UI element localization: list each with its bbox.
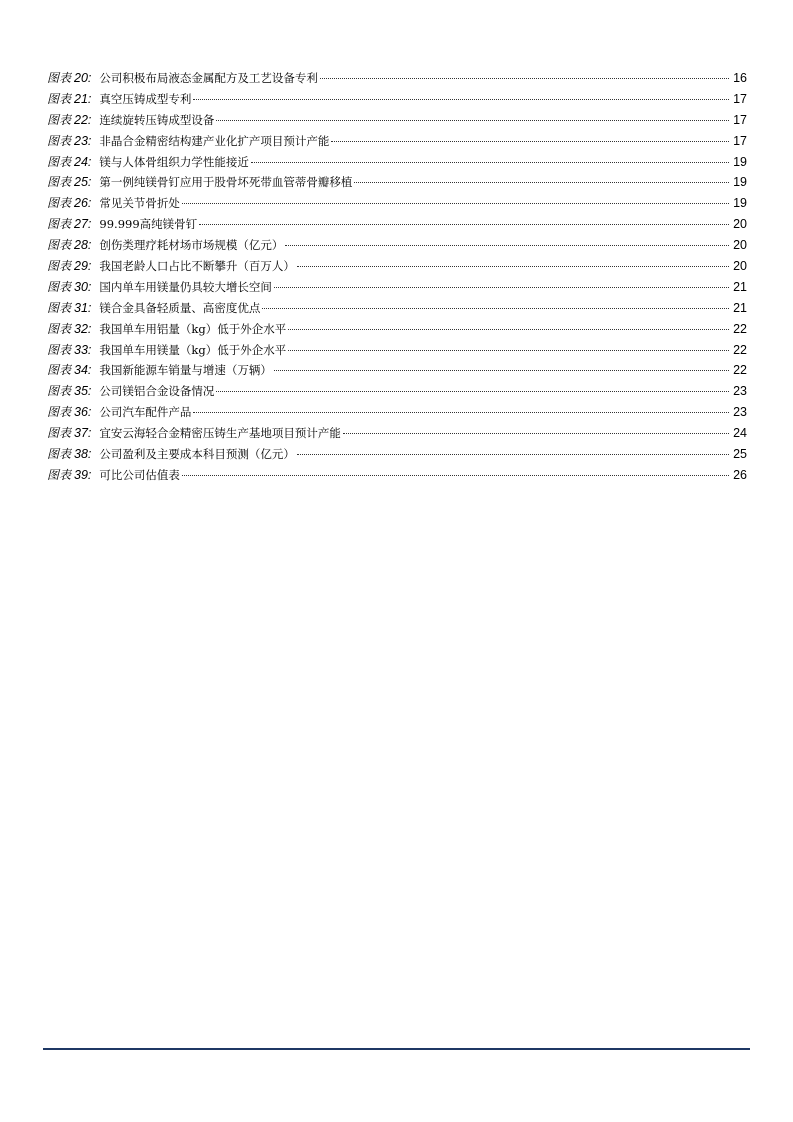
toc-entry-32[interactable] xyxy=(47,319,747,340)
toc-title: 公司镁铝合金设备情况 xyxy=(99,384,215,399)
toc-figure-number: 27: xyxy=(74,217,92,232)
toc-dot-leader xyxy=(274,287,729,288)
toc-title: 公司盈利及主要成本科目预测（亿元） xyxy=(99,447,295,462)
toc-entry-30[interactable] xyxy=(47,277,747,298)
toc-figure-number: 22: xyxy=(74,112,92,127)
toc-title: 国内单车用镁量仍具较大增长空间 xyxy=(99,279,272,294)
toc-figure-number: 23: xyxy=(74,133,92,148)
toc-prefix: 图表 xyxy=(47,91,72,106)
toc-dot-leader xyxy=(288,350,729,351)
toc-dot-leader xyxy=(182,475,729,476)
toc-page-number: 16 xyxy=(733,71,747,85)
toc-figure-number: 25: xyxy=(74,175,92,190)
toc-title: 我国老龄人口占比不断攀升（百万人） xyxy=(99,259,295,274)
toc-entry-24[interactable] xyxy=(47,152,747,173)
toc-figure-number: 38: xyxy=(74,447,92,462)
toc-page-number: 25 xyxy=(733,447,747,462)
toc-entry-23[interactable] xyxy=(47,131,747,152)
toc-prefix: 图表 xyxy=(47,426,72,441)
toc-figure-number: 26: xyxy=(74,196,92,211)
toc-title: 镁合金具备轻质量、高密度优点 xyxy=(99,300,261,315)
toc-dot-leader xyxy=(354,182,729,183)
toc-title: 公司积极布局液态金属配方及工艺设备专利 xyxy=(99,71,318,85)
toc-title: 镁与人体骨组织力学性能接近 xyxy=(99,154,249,169)
toc-entry-25[interactable] xyxy=(47,172,747,193)
toc-figure-number: 39: xyxy=(74,467,92,482)
toc-page-number: 22 xyxy=(733,321,747,336)
toc-page-number: 21 xyxy=(733,300,747,315)
toc-figure-number: 29: xyxy=(74,259,92,274)
footer-divider xyxy=(43,1048,750,1050)
toc-entry-37[interactable] xyxy=(47,423,747,444)
toc-prefix: 图表 xyxy=(47,363,72,378)
toc-prefix: 图表 xyxy=(47,467,72,482)
toc-dot-leader xyxy=(193,99,729,100)
toc-dot-leader xyxy=(251,162,729,163)
toc-entry-39[interactable] xyxy=(47,465,747,486)
toc-entry-29[interactable] xyxy=(47,256,747,277)
toc-title: 常见关节骨折处 xyxy=(99,196,180,211)
toc-title: 连续旋转压铸成型设备 xyxy=(99,112,215,127)
toc-title: 公司汽车配件产品 xyxy=(99,405,192,420)
toc-prefix: 图表 xyxy=(47,321,72,336)
toc-page-number: 17 xyxy=(733,133,747,148)
toc-page-number: 20 xyxy=(733,238,747,253)
toc-title: 第一例纯镁骨钉应用于股骨坏死带血管蒂骨瓣移植 xyxy=(99,175,353,190)
toc-figure-number: 24: xyxy=(74,154,92,169)
toc-title: 我国单车用镁量（kg）低于外企水平 xyxy=(99,342,287,357)
toc-title: 真空压铸成型专利 xyxy=(99,91,192,106)
toc-page-number: 21 xyxy=(733,279,747,294)
toc-entry-34[interactable] xyxy=(47,360,747,381)
toc-dot-leader xyxy=(297,454,729,455)
toc-figure-number: 37: xyxy=(74,426,92,441)
toc-page-number: 23 xyxy=(733,384,747,399)
toc-entry-36[interactable] xyxy=(47,402,747,423)
toc-dot-leader xyxy=(320,78,729,79)
toc-title: 宜安云海轻合金精密压铸生产基地项目预计产能 xyxy=(99,426,341,441)
toc-figure-number: 36: xyxy=(74,405,92,420)
toc-title: 创伤类理疗耗材场市场规模（亿元） xyxy=(99,238,284,253)
toc-page-number: 19 xyxy=(733,196,747,211)
toc-dot-leader xyxy=(274,370,729,371)
toc-prefix: 图表 xyxy=(47,342,72,357)
toc-prefix: 图表 xyxy=(47,71,72,85)
toc-prefix: 图表 xyxy=(47,112,72,127)
toc-prefix: 图表 xyxy=(47,133,72,148)
toc-prefix: 图表 xyxy=(47,384,72,399)
toc-entry-26[interactable] xyxy=(47,193,747,214)
toc-prefix: 图表 xyxy=(47,447,72,462)
toc-entry-35[interactable] xyxy=(47,381,747,402)
toc-figure-number: 28: xyxy=(74,238,92,253)
toc-prefix: 图表 xyxy=(47,175,72,190)
toc-dot-leader xyxy=(199,224,729,225)
toc-dot-leader xyxy=(216,120,729,121)
toc-entry-22[interactable] xyxy=(47,110,747,131)
toc-title: 可比公司估值表 xyxy=(99,467,180,482)
toc-entry-27[interactable] xyxy=(47,214,747,235)
toc-dot-leader xyxy=(297,266,729,267)
toc-title: 我国新能源车销量与增速（万辆） xyxy=(99,363,272,378)
toc-page-number: 22 xyxy=(733,363,747,378)
toc-dot-leader xyxy=(216,391,729,392)
toc-entry-31[interactable] xyxy=(47,298,747,319)
toc-figure-number: 34: xyxy=(74,363,92,378)
toc-figure-number: 20: xyxy=(74,71,92,85)
toc-dot-leader xyxy=(343,433,729,434)
toc-entry-21[interactable] xyxy=(47,89,747,110)
toc-page-number: 22 xyxy=(733,342,747,357)
toc-entry-20[interactable] xyxy=(47,68,747,89)
toc-prefix: 图表 xyxy=(47,154,72,169)
toc-page-number: 17 xyxy=(733,91,747,106)
toc-page-number: 17 xyxy=(733,112,747,127)
toc-dot-leader xyxy=(285,245,729,246)
toc-entry-38[interactable] xyxy=(47,444,747,465)
toc-prefix: 图表 xyxy=(47,405,72,420)
toc-prefix: 图表 xyxy=(47,217,72,232)
table-of-figures xyxy=(47,68,747,486)
toc-page-number: 23 xyxy=(733,405,747,420)
toc-page-number: 19 xyxy=(733,154,747,169)
toc-dot-leader xyxy=(182,203,729,204)
toc-prefix: 图表 xyxy=(47,279,72,294)
toc-figure-number: 21: xyxy=(74,91,92,106)
toc-figure-number: 33: xyxy=(74,342,92,357)
toc-prefix: 图表 xyxy=(47,238,72,253)
toc-title: 我国单车用铝量（kg）低于外企水平 xyxy=(99,321,287,336)
toc-figure-number: 30: xyxy=(74,279,92,294)
toc-dot-leader xyxy=(193,412,729,413)
toc-figure-number: 31: xyxy=(74,300,92,315)
toc-title: 非晶合金精密结构建产业化扩产项目预计产能 xyxy=(99,133,330,148)
toc-page-number: 26 xyxy=(733,467,747,482)
toc-prefix: 图表 xyxy=(47,300,72,315)
toc-figure-number: 35: xyxy=(74,384,92,399)
toc-prefix: 图表 xyxy=(47,259,72,274)
toc-dot-leader xyxy=(288,329,729,330)
toc-figure-number: 32: xyxy=(74,321,92,336)
toc-page-number: 20 xyxy=(733,217,747,232)
toc-title: 99.999高纯镁骨钉 xyxy=(99,217,198,232)
toc-entry-33[interactable] xyxy=(47,340,747,361)
toc-page-number: 19 xyxy=(733,175,747,190)
toc-dot-leader xyxy=(331,141,729,142)
toc-entry-28[interactable] xyxy=(47,235,747,256)
toc-dot-leader xyxy=(262,308,729,309)
toc-prefix: 图表 xyxy=(47,196,72,211)
toc-page-number: 20 xyxy=(733,259,747,274)
toc-page-number: 24 xyxy=(733,426,747,441)
